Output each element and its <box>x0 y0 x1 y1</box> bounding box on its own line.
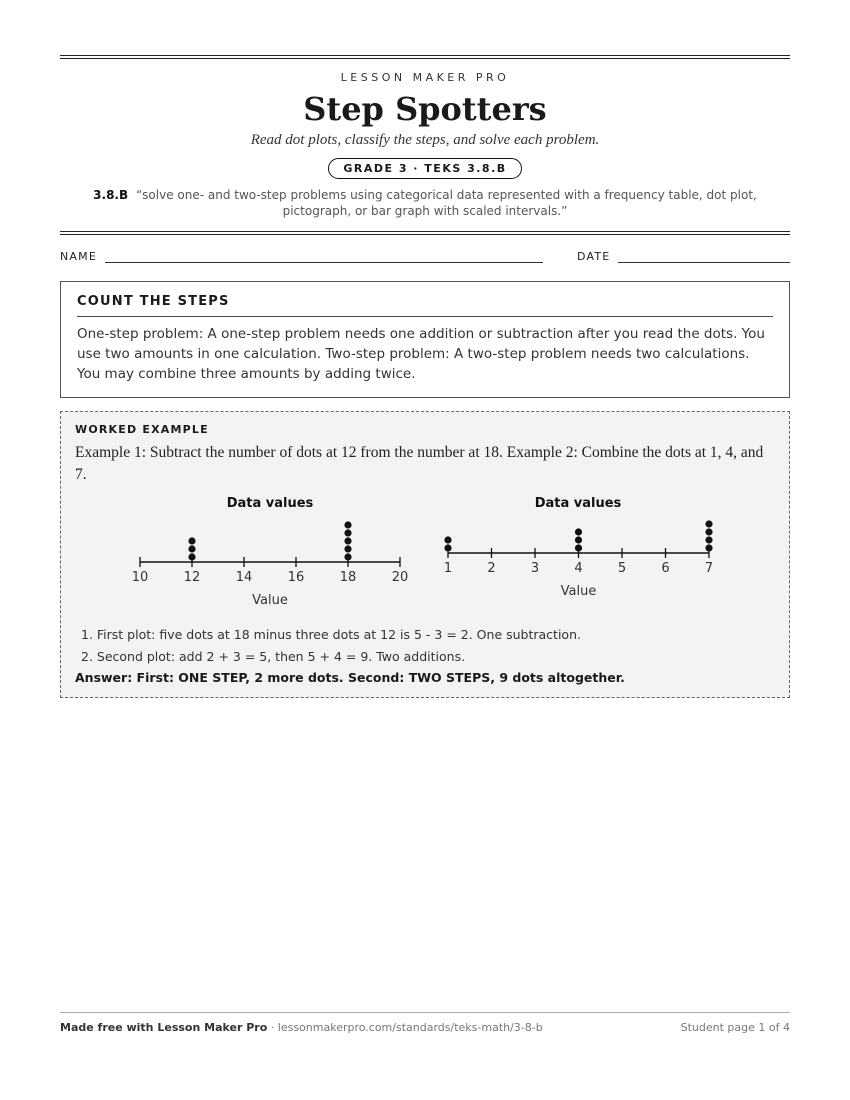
date-field[interactable] <box>618 250 790 263</box>
dot-plots-svg <box>75 494 775 622</box>
chart-2-dot-4-2 <box>575 536 582 543</box>
chart-1-dot-18-5 <box>344 521 351 528</box>
page-footer <box>60 1012 790 1034</box>
chart-1-dot-18-2 <box>344 545 351 552</box>
chart-1-dot-12-3 <box>188 537 195 544</box>
worked-example-box <box>60 411 790 698</box>
chart-1-tick-label-14: 14 <box>235 570 253 585</box>
date-label: DATE <box>577 250 611 263</box>
chart-2-title: Data values <box>534 496 622 511</box>
chart-1-dot-18-3 <box>344 537 351 544</box>
name-field[interactable] <box>105 250 543 263</box>
brand-name: LESSON MAKER PRO <box>340 71 510 84</box>
footer-page-number: Student page 1 of 4 <box>680 1021 790 1034</box>
chart-2-dot-1-1 <box>444 544 451 551</box>
chart-1-tick-label-12: 12 <box>183 570 201 585</box>
chart-2-dot-4-3 <box>575 528 582 535</box>
name-date-row <box>60 250 790 263</box>
chart-1-x-axis-label: Value <box>252 593 288 608</box>
worked-example-heading: WORKED EXAMPLE <box>75 423 209 436</box>
standard-text: “solve one- and two-step problems using categorical data represented with a frequency table, dot plot, pictograph, or bar graph with scaled intervals.” <box>135 188 757 218</box>
chart-2-dot-7-4 <box>705 520 712 527</box>
chart-2-tick-label-4: 4 <box>574 561 583 576</box>
chart-2-tick-label-5: 5 <box>617 561 627 576</box>
top-rule <box>60 55 790 59</box>
footer-credit <box>60 1021 543 1034</box>
chart-1-dot-18-4 <box>344 529 351 536</box>
grade-badge: GRADE 3 · TEKS 3.8.B <box>328 158 521 179</box>
chart-1-title: Data values <box>226 496 314 511</box>
chart-1-tick-label-18: 18 <box>339 570 357 585</box>
chart-2-tick-label-2: 2 <box>487 561 496 576</box>
chart-2-dot-1-2 <box>444 536 451 543</box>
chart-2-x-axis-label: Value <box>560 584 597 599</box>
solution-steps <box>75 624 775 668</box>
chart-1-tick-label-20: 20 <box>391 570 409 585</box>
chart-2-dot-7-3 <box>705 528 712 535</box>
dot-plots <box>75 494 775 622</box>
solution-step-2: 2. Second plot: add 2 + 3 = 5, then 5 + 4 = 9. Two additions. <box>81 649 466 664</box>
chart-2-dot-7-2 <box>705 536 712 543</box>
count-steps-box <box>60 281 790 398</box>
standard-statement <box>60 187 790 219</box>
footer-url: · lessonmakerpro.com/standards/teks-math/3-8-b <box>270 1021 543 1034</box>
chart-1-tick-label-10: 10 <box>131 570 149 585</box>
chart-2-tick-label-7: 7 <box>704 561 714 576</box>
chart-1-dot-12-2 <box>188 545 195 552</box>
worked-example-prompt: Example 1: Subtract the number of dots at 12 from the number at 18. Example 2: Combine the dots at 1, 4, and 7. <box>75 444 764 483</box>
solution-step-1: 1. First plot: five dots at 18 minus three dots at 12 is 5 - 3 = 2. One subtraction. <box>81 627 581 642</box>
chart-2-tick-label-6: 6 <box>661 561 670 576</box>
chart-2-tick-label-1: 1 <box>443 561 453 576</box>
count-steps-heading: COUNT THE STEPS <box>77 294 773 317</box>
footer-made-with: Made free with Lesson Maker Pro <box>60 1021 268 1034</box>
worksheet-page <box>60 55 790 698</box>
name-label: NAME <box>60 250 97 263</box>
count-steps-body: One-step problem: A one-step problem needs one addition or subtraction after you read the dots. You use two amounts in one calculation. Two-step problem: A two-step problem needs two calculations. You may combine three amounts by adding twice. <box>77 326 765 382</box>
answer-text: Answer: First: ONE STEP, 2 more dots. Second: TWO STEPS, 9 dots altogether. <box>75 670 625 685</box>
chart-2-dot-7-1 <box>705 544 712 551</box>
header-bottom-rule <box>60 231 790 235</box>
chart-1-dot-18-1 <box>344 553 351 560</box>
chart-1-dot-12-1 <box>188 553 195 560</box>
standard-code: 3.8.B <box>93 188 129 202</box>
page-subtitle: Read dot plots, classify the steps, and solve each problem. <box>250 132 600 148</box>
chart-2-dot-4-1 <box>575 544 582 551</box>
chart-1-tick-label-16: 16 <box>287 570 305 585</box>
chart-2-tick-label-3: 3 <box>530 561 540 576</box>
page-title: Step Spotters <box>303 90 547 128</box>
